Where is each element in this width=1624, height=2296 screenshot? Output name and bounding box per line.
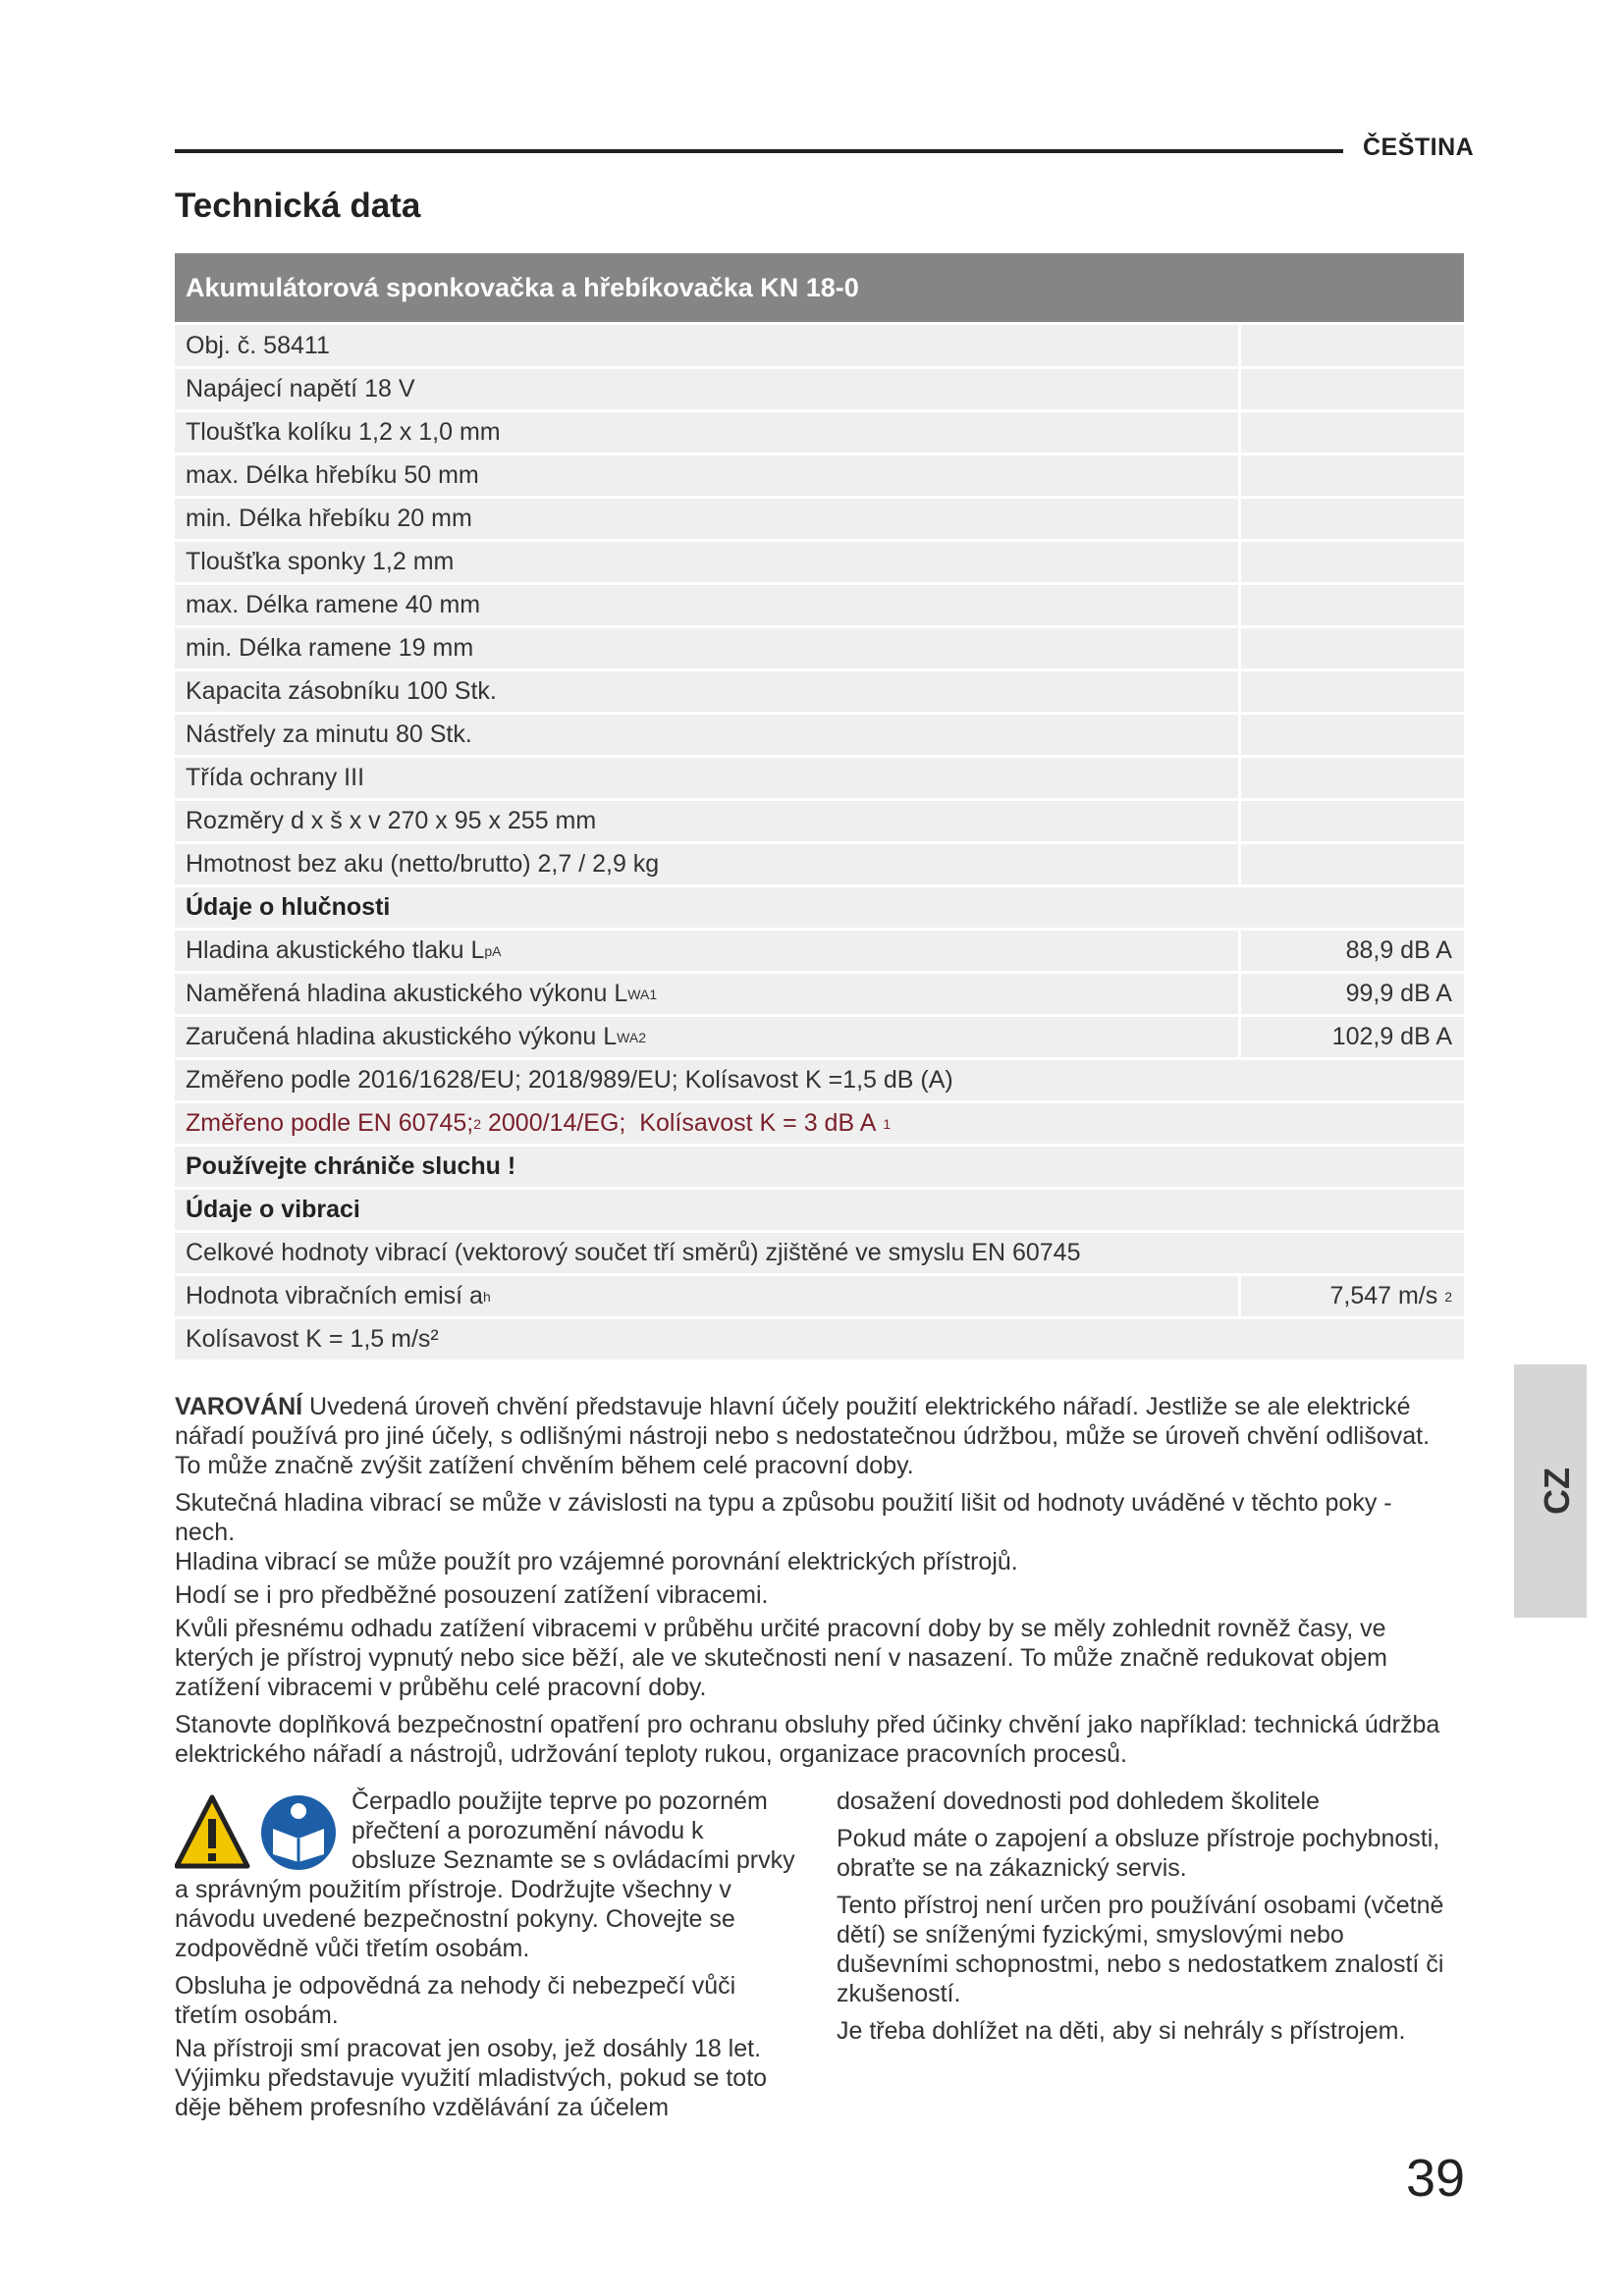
- table-row: Obj. č. 58411: [175, 322, 1464, 366]
- noise-heading-row: [175, 884, 1464, 928]
- table-row: Třída ochrany III: [175, 755, 1464, 798]
- table-row: Kolísavost K = 1,5 m/s²: [175, 1316, 1464, 1360]
- page-title: Technická data: [175, 187, 421, 225]
- read-manual-icon: [261, 1795, 336, 1870]
- vibration-heading: Údaje o vibraci: [186, 1196, 360, 1223]
- table-row: Hodnota vibračních emisí a h 7,547 m/s 2: [175, 1273, 1464, 1316]
- spec-table-heading: Akumulátorová sponkovačka a hřebíkovačka KN 18-0: [175, 253, 1464, 322]
- vibration-heading-row: [175, 1187, 1464, 1230]
- table-row: min. Délka hřebíku 20 mm: [175, 496, 1464, 539]
- page-number: 39: [1406, 2149, 1466, 2208]
- table-row: Celkové hodnoty vibrací (vektorový součet tří směrů) zjištěné ve smyslu EN 60745: [175, 1230, 1464, 1273]
- table-row: Naměřená hladina akustického výkonu L WA 1 99,9 dB A: [175, 971, 1464, 1014]
- table-row: Hmotnost bez aku (netto/brutto) 2,7 / 2,9 kg: [175, 841, 1464, 884]
- table-row: Hladina akustického tlaku L pA 88,9 dB A: [175, 928, 1464, 971]
- hearing-protection-note: Používejte chrániče sluchu !: [186, 1152, 516, 1180]
- noise-heading: Údaje o hlučnosti: [186, 893, 391, 921]
- language-side-tab-label: CZ: [1537, 1468, 1577, 1515]
- table-row: max. Délka hřebíku 50 mm: [175, 453, 1464, 496]
- header-rule: [175, 149, 1343, 153]
- table-row: Změřeno podle EN 60745; 2 2000/14/EG; Kolísavost K = 3 dB A 1: [175, 1100, 1464, 1144]
- warning-section: VAROVÁNÍ Uvedená úroveň chvění představuje hlavní účely použití elektrického nářadí. Jestliže se ale elektrické nářadí používá pro jiné účely, s odlišnými nástroji nebo s nedostatečnou údržbou, může se úroveň chvění odlišovat. To může značně zvýšit zatížení chvěním během celé pracovní doby. Skutečná hladina vibrací se může v závislosti na typu a způsobu použití lišit od hodnoty uváděné v těchto poky - nech. Hladina vibrací se může použít pro vzájemné porovnání elektrických přístrojů. Hodí se i pro předběžné posouzení zatížení vibracemi. Kvůli přesnému odhadu zatížení vibracemi v průběhu určité pracovní doby by se měly zohlednit rovněž časy, ve kterých je přístroj vypnutý nebo sice běží, ale ve skutečnosti není v nasazení. To může značně redukovat objem zatížení vibracemi v průběhu celé pracovní doby. Stanovte doplňková bezpečnostní opatření pro ochranu obsluhy před účinky chvění jako například: technická údržba elektrického nářadí a nástrojů, udržování teploty rukou, organizace pracovních procesů.: [175, 1393, 1440, 1768]
- noise-value: 102,9 dB A: [1238, 1017, 1464, 1057]
- table-row: max. Délka ramene 40 mm: [175, 582, 1464, 625]
- safety-icons: [175, 1793, 338, 1872]
- table-row: min. Délka ramene 19 mm: [175, 625, 1464, 668]
- language-label: ČEŠTINA: [1363, 133, 1475, 161]
- table-row: Nástřely za minutu 80 Stk.: [175, 712, 1464, 755]
- table-row: Kapacita zásobníku 100 Stk.: [175, 668, 1464, 712]
- noise-value: 99,9 dB A: [1238, 974, 1464, 1014]
- vibration-value: 7,547 m/s 2: [1238, 1276, 1464, 1316]
- warning-triangle-icon: [177, 1797, 247, 1866]
- table-row: Změřeno podle 2016/1628/EU; 2018/989/EU; Kolísavost K =1,5 dB (A): [175, 1057, 1464, 1100]
- spec-table: [175, 253, 1464, 1360]
- noise-value: 88,9 dB A: [1238, 931, 1464, 971]
- table-row: Rozměry d x š x v 270 x 95 x 255 mm: [175, 798, 1464, 841]
- warning-label: VAROVÁNÍ: [175, 1393, 303, 1420]
- table-row: Tloušťka sponky 1,2 mm: [175, 539, 1464, 582]
- table-row: Tloušťka kolíku 1,2 x 1,0 mm: [175, 409, 1464, 453]
- table-row: Napájecí napětí 18 V: [175, 366, 1464, 409]
- table-row: Zaručená hladina akustického výkonu L WA 2 102,9 dB A: [175, 1014, 1464, 1057]
- table-row: [175, 1144, 1464, 1187]
